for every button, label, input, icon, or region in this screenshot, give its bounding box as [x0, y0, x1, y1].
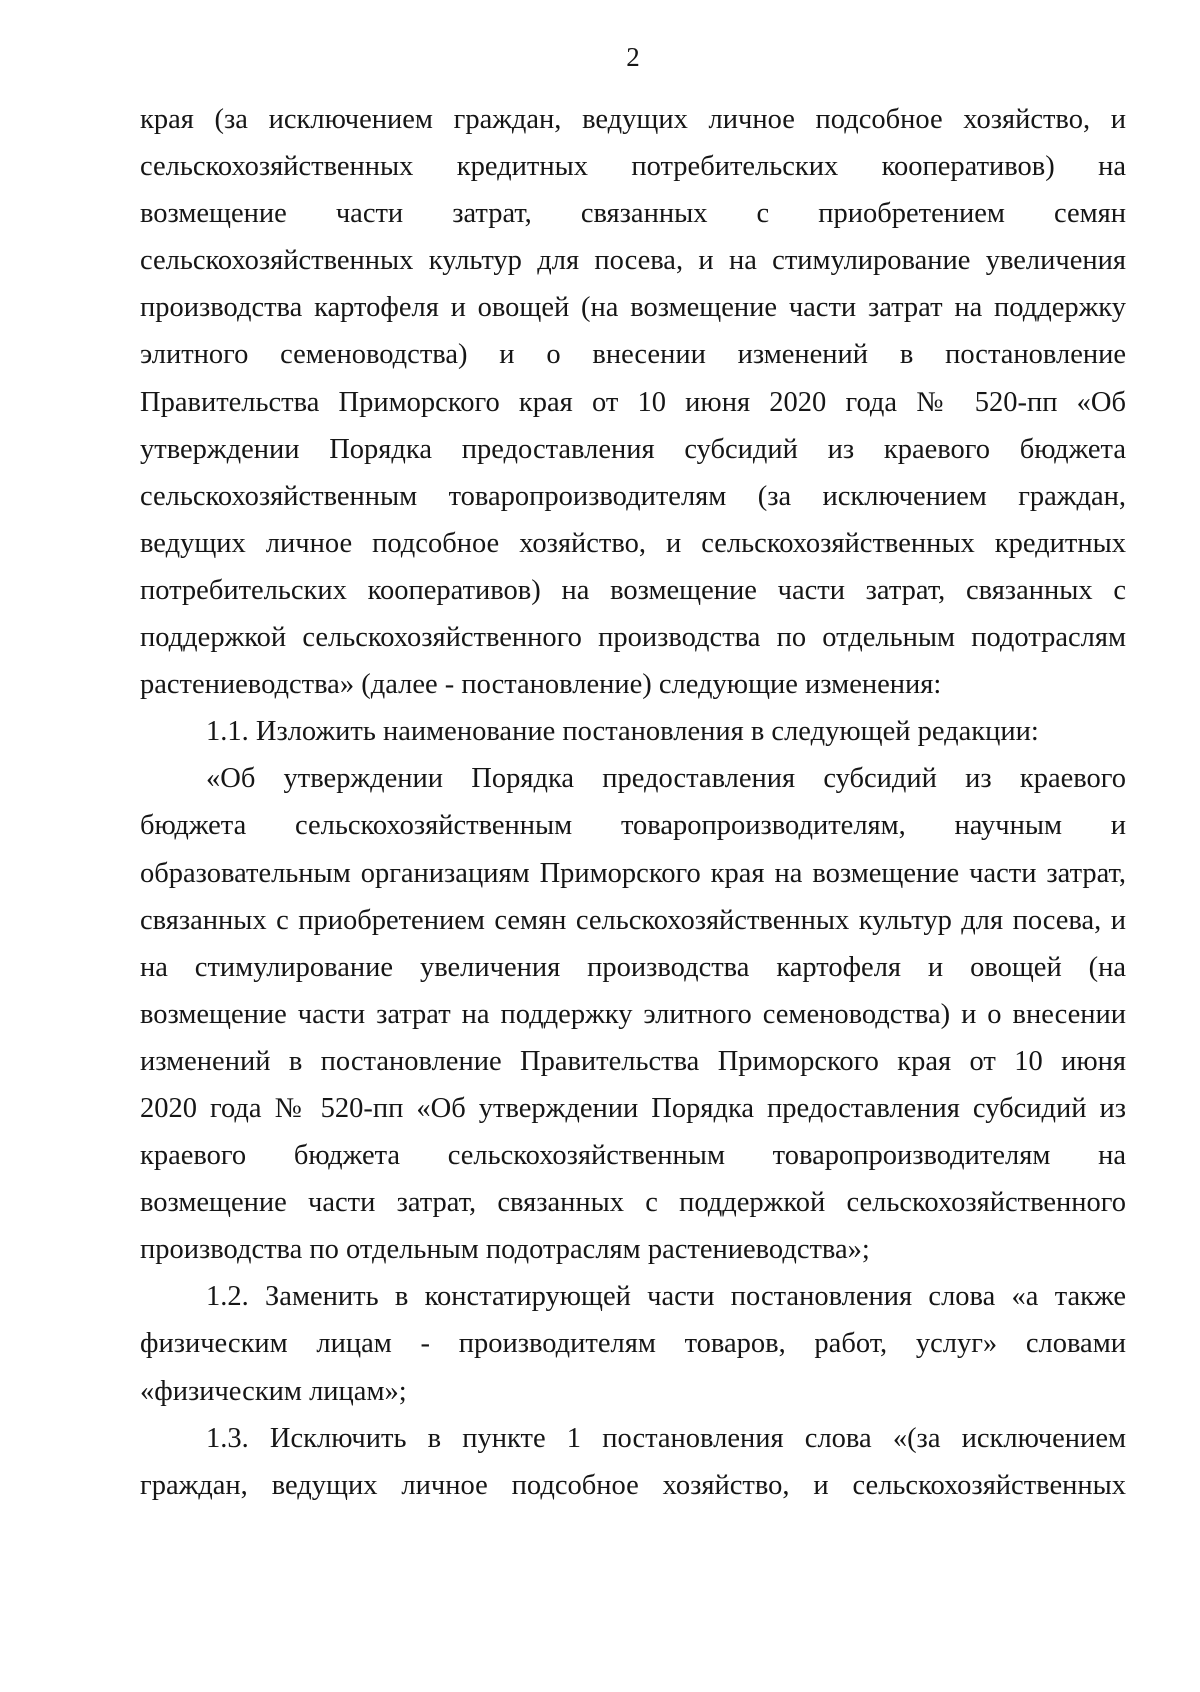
text-line: производства по отдельным подотраслям растениеводства»;	[140, 1234, 870, 1266]
text-line: ведущих личное подсобное хозяйство, и сельскохозяйственных кредитных	[140, 527, 1126, 559]
text-line: возмещение части затрат, связанных с поддержкой сельскохозяйственного	[140, 1187, 1126, 1219]
text-line: 2020 года № 520-пп «Об утверждении Порядка предоставления субсидий из	[140, 1092, 1126, 1124]
paragraph-item-1-2	[140, 1273, 1126, 1414]
text-line: на стимулирование увеличения производства картофеля и овощей (на	[140, 951, 1126, 983]
text-line: потребительских кооперативов) на возмещение части затрат, связанных с	[140, 574, 1126, 606]
text-line: элитного семеноводства) и о внесении изменений в постановление	[140, 339, 1126, 371]
text-line: бюджета сельскохозяйственным товаропроизводителям, научным и	[140, 810, 1126, 842]
text-line: «физическим лицам»;	[140, 1375, 407, 1407]
text-line: утверждении Порядка предоставления субсидий из краевого бюджета	[140, 433, 1126, 465]
text-line: производства картофеля и овощей (на возмещение части затрат на поддержку	[140, 292, 1126, 324]
text-line: связанных с приобретением семян сельскохозяйственных культур для посева, и	[140, 904, 1126, 936]
text-line: края (за исключением граждан, ведущих личное подсобное хозяйство, и	[140, 104, 1126, 135]
text-line: возмещение части затрат на поддержку элитного семеноводства) и о внесении	[140, 998, 1126, 1030]
text-line: Правительства Приморского края от 10 июня 2020 года № 520-пп «Об	[140, 386, 1126, 418]
paragraph-continuation	[140, 96, 1126, 708]
paragraph-quoted-title	[140, 755, 1126, 1273]
document-body	[140, 96, 1126, 1509]
text-line: физическим лицам - производителям товаров, работ, услуг» словами	[140, 1328, 1126, 1360]
text-line: 1.1. Изложить наименование постановления в следующей редакции:	[206, 716, 1039, 748]
text-line: образовательным организациям Приморского края на возмещение части затрат,	[140, 857, 1126, 889]
paragraph-item-1-3	[140, 1415, 1126, 1509]
text-line: 1.2. Заменить в констатирующей части постановления слова «а также	[206, 1281, 1126, 1313]
text-line: краевого бюджета сельскохозяйственным товаропроизводителям на	[140, 1140, 1126, 1172]
page-number: 2	[626, 42, 640, 72]
text-line: сельскохозяйственных кредитных потребительских кооперативов) на	[140, 151, 1126, 183]
text-line: сельскохозяйственных культур для посева, и на стимулирование увеличения	[140, 245, 1126, 277]
text-line: 1.3. Исключить в пункте 1 постановления слова «(за исключением	[206, 1422, 1126, 1454]
text-line: возмещение части затрат, связанных с приобретением семян	[140, 198, 1126, 230]
text-line: изменений в постановление Правительства Приморского края от 10 июня	[140, 1045, 1126, 1077]
text-line: «Об утверждении Порядка предоставления субсидий из краевого	[206, 763, 1126, 795]
paragraph-item-1-1	[140, 708, 1126, 755]
text-line: поддержкой сельскохозяйственного производства по отдельным подотраслям	[140, 622, 1126, 654]
text-line: сельскохозяйственным товаропроизводителям (за исключением граждан,	[140, 480, 1126, 512]
text-line: граждан, ведущих личное подсобное хозяйство, и сельскохозяйственных	[140, 1469, 1126, 1501]
text-line: растениеводства» (далее - постановление) следующие изменения:	[140, 669, 942, 701]
